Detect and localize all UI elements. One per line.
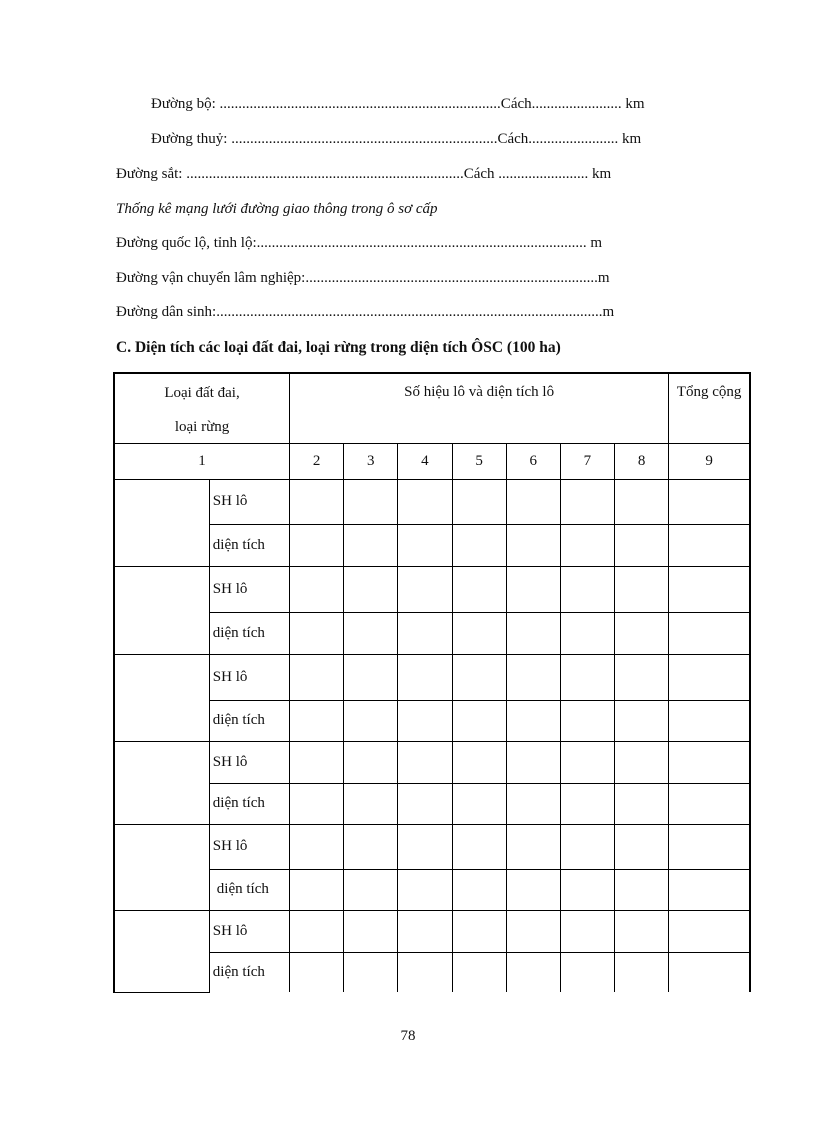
data-cell[interactable] [398, 741, 452, 783]
data-cell[interactable] [560, 566, 614, 612]
section-title: C. Diện tích các loại đất đai, loại rừng trong diện tích ÔSC (100 ha) [116, 339, 561, 356]
data-cell[interactable] [344, 741, 398, 783]
data-cell[interactable] [506, 524, 560, 566]
data-cell[interactable] [506, 783, 560, 824]
data-cell[interactable] [452, 869, 506, 910]
data-cell[interactable] [344, 700, 398, 741]
data-cell[interactable] [506, 654, 560, 700]
data-cell[interactable] [560, 612, 614, 654]
data-cell[interactable] [614, 869, 668, 910]
lot-number-label: SH lô [209, 479, 289, 524]
area-label: diện tích [209, 783, 289, 824]
data-cell[interactable] [669, 654, 750, 700]
header-lot-numbers: Số hiệu lô và diện tích lô [290, 373, 669, 443]
data-cell[interactable] [290, 479, 344, 524]
data-cell[interactable] [398, 783, 452, 824]
data-cell[interactable] [560, 700, 614, 741]
data-cell[interactable] [290, 741, 344, 783]
table-row [114, 910, 750, 952]
table-row [114, 524, 750, 566]
data-cell[interactable] [398, 566, 452, 612]
lot-number-label: SH lô [209, 910, 289, 952]
data-cell[interactable] [398, 952, 452, 992]
data-cell[interactable] [344, 952, 398, 992]
data-cell[interactable] [614, 566, 668, 612]
data-cell[interactable] [290, 824, 344, 869]
lot-number-label: SH lô [209, 654, 289, 700]
data-cell[interactable] [290, 952, 344, 992]
data-cell[interactable] [506, 700, 560, 741]
data-cell[interactable] [398, 479, 452, 524]
table-row [114, 612, 750, 654]
data-cell[interactable] [452, 479, 506, 524]
data-cell[interactable] [398, 654, 452, 700]
col-num-8: 8 [614, 443, 668, 479]
table-row [114, 479, 750, 524]
data-cell[interactable] [669, 741, 750, 783]
area-label: diện tích [209, 524, 289, 566]
data-cell[interactable] [669, 566, 750, 612]
data-cell[interactable] [560, 783, 614, 824]
data-cell[interactable] [290, 910, 344, 952]
railway-line: Đường sắt: ..........................................................................Cách ........................ km [116, 166, 612, 182]
land-type-cell[interactable] [114, 910, 209, 992]
data-cell[interactable] [344, 479, 398, 524]
data-cell[interactable] [560, 869, 614, 910]
data-cell[interactable] [560, 654, 614, 700]
data-cell[interactable] [669, 700, 750, 741]
data-cell[interactable] [290, 566, 344, 612]
data-cell[interactable] [398, 910, 452, 952]
col-num-4: 4 [398, 443, 452, 479]
data-cell[interactable] [398, 612, 452, 654]
land-type-cell[interactable] [114, 479, 209, 566]
data-cell[interactable] [560, 824, 614, 869]
data-cell[interactable] [290, 612, 344, 654]
col-num-7: 7 [560, 443, 614, 479]
table-row [114, 741, 750, 783]
lot-number-label: SH lô [209, 824, 289, 869]
data-cell[interactable] [398, 700, 452, 741]
header-land-type [114, 373, 290, 443]
data-cell[interactable] [344, 783, 398, 824]
data-cell[interactable] [614, 479, 668, 524]
data-cell[interactable] [452, 910, 506, 952]
data-cell[interactable] [506, 869, 560, 910]
data-cell[interactable] [669, 524, 750, 566]
data-cell[interactable] [398, 869, 452, 910]
data-cell[interactable] [669, 783, 750, 824]
data-cell[interactable] [614, 910, 668, 952]
data-cell[interactable] [506, 479, 560, 524]
table-row [114, 654, 750, 700]
col-num-5: 5 [452, 443, 506, 479]
data-cell[interactable] [290, 783, 344, 824]
data-cell[interactable] [506, 741, 560, 783]
data-cell[interactable] [506, 612, 560, 654]
data-cell[interactable] [452, 612, 506, 654]
data-cell[interactable] [560, 910, 614, 952]
data-cell[interactable] [452, 700, 506, 741]
data-cell[interactable] [452, 783, 506, 824]
header-total: Tổng cộng [669, 373, 750, 443]
data-cell[interactable] [614, 524, 668, 566]
national-road-line: Đường quốc lộ, tỉnh lộ:........................................................................................ m [116, 235, 603, 251]
data-cell[interactable] [614, 824, 668, 869]
land-type-cell[interactable] [114, 654, 209, 741]
table-row [114, 783, 750, 824]
data-cell[interactable] [669, 612, 750, 654]
road-line: Đường bộ: ...........................................................................Cách........................ km [151, 96, 645, 112]
land-type-cell[interactable] [114, 824, 209, 910]
area-label: diện tích [209, 612, 289, 654]
data-cell[interactable] [669, 824, 750, 869]
lot-number-label: SH lô [209, 741, 289, 783]
waterway-line: Đường thuỷ: .......................................................................Cách........................ km [151, 131, 642, 147]
table-row [114, 869, 750, 910]
data-cell[interactable] [669, 910, 750, 952]
area-label: diện tích [209, 869, 289, 910]
data-cell[interactable] [669, 952, 750, 992]
area-label: diện tích [209, 700, 289, 741]
table-row [114, 566, 750, 612]
page-number: 78 [400, 1028, 416, 1044]
data-cell[interactable] [560, 741, 614, 783]
data-cell[interactable] [560, 524, 614, 566]
data-cell[interactable] [452, 566, 506, 612]
civil-road-line: Đường dân sinh:.......................................................................................................m [116, 304, 615, 320]
col-num-9: 9 [669, 443, 750, 479]
data-cell[interactable] [452, 741, 506, 783]
land-area-table [113, 372, 751, 993]
col-num-1: 1 [114, 443, 290, 479]
data-cell[interactable] [344, 524, 398, 566]
land-type-cell[interactable] [114, 566, 209, 654]
data-cell[interactable] [398, 524, 452, 566]
data-cell[interactable] [614, 700, 668, 741]
data-cell[interactable] [506, 824, 560, 869]
table-row [114, 824, 750, 869]
data-cell[interactable] [669, 869, 750, 910]
data-cell[interactable] [290, 524, 344, 566]
data-cell[interactable] [290, 654, 344, 700]
data-cell[interactable] [344, 566, 398, 612]
data-cell[interactable] [344, 910, 398, 952]
data-cell[interactable] [614, 783, 668, 824]
data-cell[interactable] [452, 824, 506, 869]
data-cell[interactable] [614, 654, 668, 700]
data-cell[interactable] [344, 869, 398, 910]
data-cell[interactable] [506, 952, 560, 992]
data-cell[interactable] [614, 612, 668, 654]
data-cell[interactable] [506, 566, 560, 612]
data-cell[interactable] [560, 479, 614, 524]
data-cell[interactable] [506, 910, 560, 952]
data-cell[interactable] [344, 612, 398, 654]
col-num-6: 6 [506, 443, 560, 479]
lot-number-label: SH lô [209, 566, 289, 612]
column-number-row [114, 443, 750, 479]
area-label: diện tích [209, 952, 289, 992]
table-row [114, 700, 750, 741]
header-land-line1: Loại đất đai, [164, 385, 240, 401]
header-land-line2: loại rừng [174, 419, 230, 435]
data-cell[interactable] [452, 654, 506, 700]
data-cell[interactable] [560, 952, 614, 992]
data-cell[interactable] [398, 824, 452, 869]
data-cell[interactable] [290, 700, 344, 741]
forestry-road-line: Đường vận chuyển lâm nghiệp:..............................................................................m [116, 270, 610, 286]
land-type-cell[interactable] [114, 741, 209, 824]
table-row [114, 952, 750, 992]
data-cell[interactable] [669, 479, 750, 524]
data-cell[interactable] [614, 952, 668, 992]
data-cell[interactable] [290, 869, 344, 910]
data-cell[interactable] [452, 524, 506, 566]
data-cell[interactable] [344, 654, 398, 700]
network-stats-heading: Thống kê mạng lưới đường giao thông trong ô sơ cấp [116, 201, 438, 217]
data-cell[interactable] [452, 952, 506, 992]
data-cell[interactable] [614, 741, 668, 783]
col-num-3: 3 [344, 443, 398, 479]
col-num-2: 2 [290, 443, 344, 479]
data-cell[interactable] [344, 824, 398, 869]
